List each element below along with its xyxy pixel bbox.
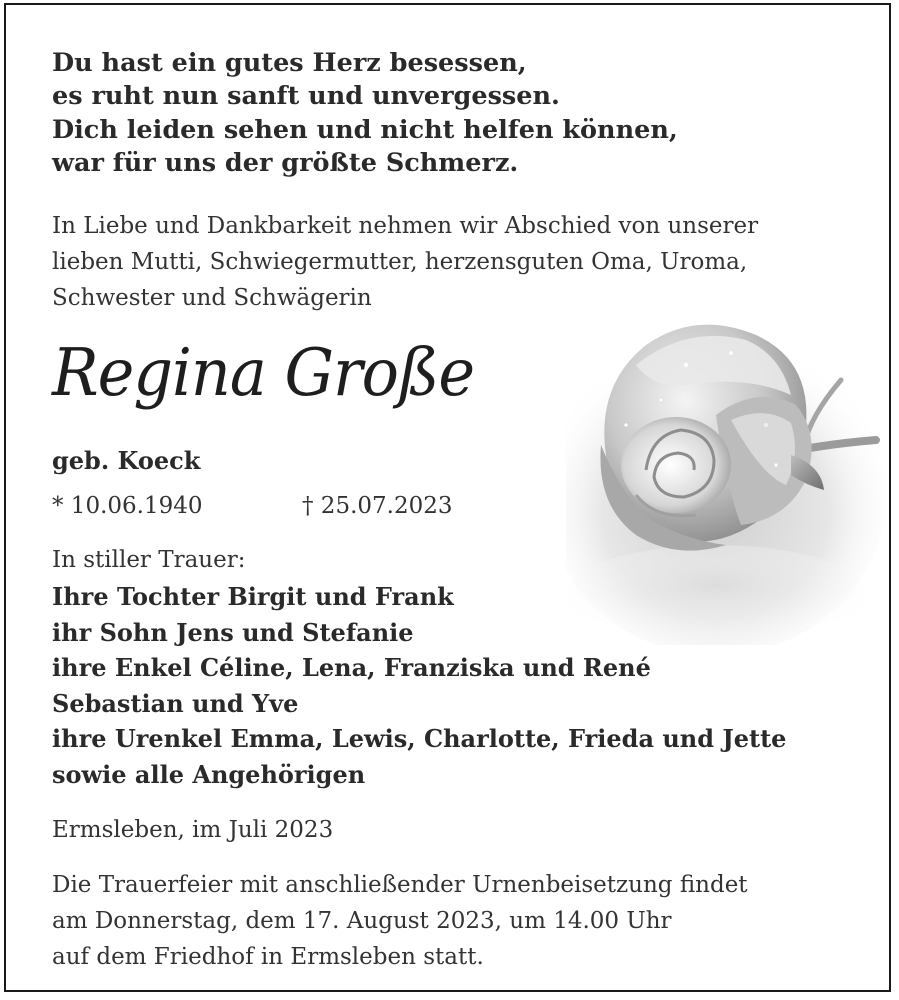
maiden-name: geb. Koeck [52,446,201,475]
intro-text [52,208,758,316]
deceased-name: Regina Große [52,334,475,411]
death-date: † 25.07.2023 [302,493,453,519]
intro-line: Schwester und Schwägerin [52,285,372,311]
poem [52,47,678,180]
funeral-line: auf dem Friedhof in Ermsleben statt. [52,944,484,970]
poem-line: Dich leiden sehen und nicht helfen können, [52,114,678,145]
mourners-list [52,579,786,792]
mourner-line: ihre Enkel Céline, Lena, Franziska und René [52,653,651,682]
funeral-line: am Donnerstag, dem 17. August 2023, um 14.00 Uhr [52,908,672,934]
birth-date: * 10.06.1940 [52,493,203,519]
poem-line: es ruht nun sanft und unvergessen. [52,81,560,112]
intro-line: In Liebe und Dankbarkeit nehmen wir Abschied von unserer [52,213,759,239]
mourners-heading: In stiller Trauer: [52,547,246,573]
obituary-card [4,3,891,992]
mourner-line: ihre Urenkel Emma, Lewis, Charlotte, Frieda und Jette [52,724,787,753]
place-and-date: Ermsleben, im Juli 2023 [52,817,334,843]
poem-line: war für uns der größte Schmerz. [52,147,519,178]
funeral-line: Die Trauerfeier mit anschließender Urnenbeisetzung findet [52,872,748,898]
intro-line: lieben Mutti, Schwiegermutter, herzensguten Oma, Uroma, [52,249,748,275]
mourner-line: sowie alle Angehörigen [52,759,366,789]
mourner-line: Ihre Tochter Birgit und Frank [52,582,454,611]
funeral-info [52,867,748,975]
mourner-line: Sebastian und Yve [52,688,299,718]
mourner-line: ihr Sohn Jens und Stefanie [52,617,414,647]
poem-line: Du hast ein gutes Herz besessen, [52,48,527,78]
